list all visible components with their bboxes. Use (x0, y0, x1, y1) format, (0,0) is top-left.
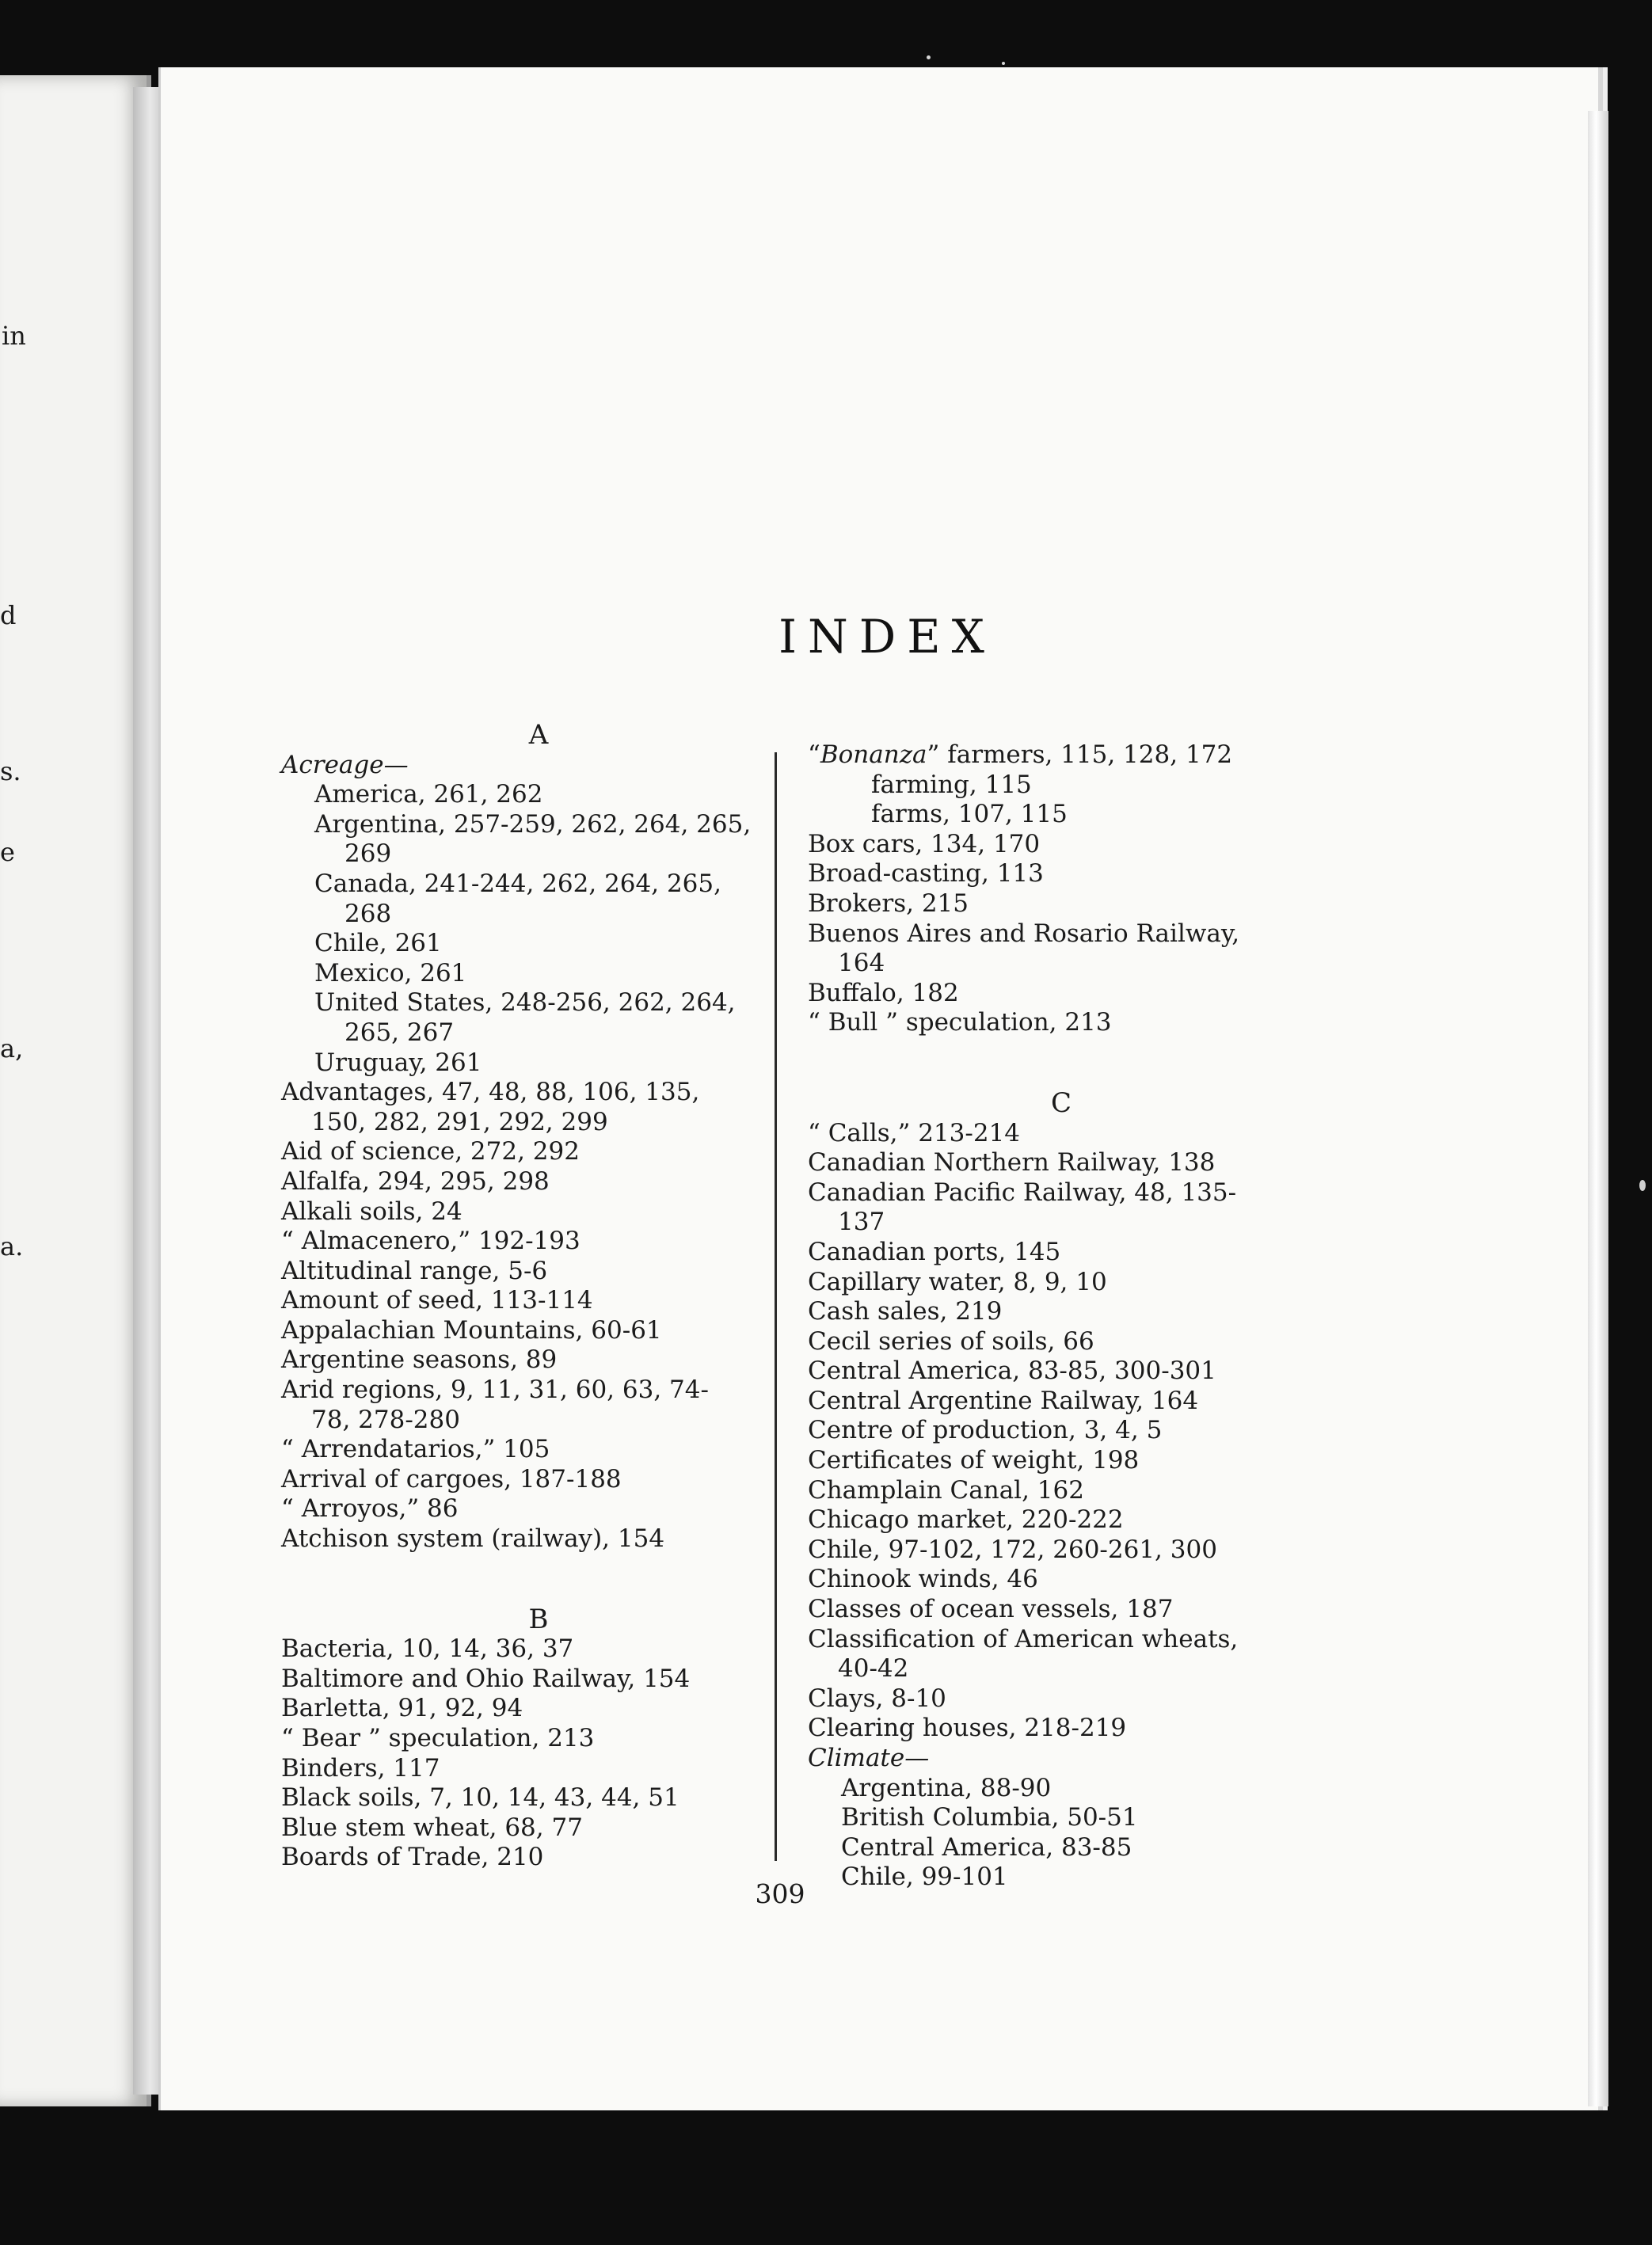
index-entry: Mexico, 261 (314, 958, 467, 987)
section-gap (808, 1038, 1315, 1089)
index-entry: “ Almacenero,” 192-193 (281, 1227, 580, 1256)
index-entry: Blue stem wheat, 68, 77 (281, 1813, 583, 1842)
index-entry: 40-42 (838, 1654, 909, 1684)
book-gutter (133, 87, 162, 2095)
index-entry: Chile, 97-102, 172, 260-261, 300 (808, 1535, 1217, 1564)
index-entry: Baltimore and Ohio Railway, 154 (281, 1664, 691, 1693)
index-column-right (808, 740, 1315, 1893)
index-entry: Box cars, 134, 170 (808, 829, 1041, 858)
previous-page-fragment: a. (0, 1231, 24, 1261)
index-entry: Central America, 83-85, 300-301 (808, 1357, 1216, 1386)
index-entry: 164 (838, 949, 885, 978)
index-entry: Alkali soils, 24 (281, 1197, 462, 1226)
index-entry: Certificates of weight, 198 (808, 1446, 1140, 1475)
index-entry: Advantages, 47, 48, 88, 106, 135, (281, 1078, 700, 1107)
section-letter-c: C (1050, 1086, 1072, 1119)
index-entry: Boards of Trade, 210 (281, 1843, 544, 1872)
index-entry: Argentine seasons, 89 (281, 1345, 558, 1375)
index-entry: British Columbia, 50-51 (841, 1803, 1138, 1832)
index-entry: Brokers, 215 (808, 888, 969, 918)
index-entry: Broad-casting, 113 (808, 859, 1044, 888)
index-entry: Acreage— (281, 750, 409, 779)
index-entry: farms, 107, 115 (871, 800, 1068, 829)
index-entry: Chinook winds, 46 (808, 1565, 1038, 1594)
index-entry: Central America, 83-85 (841, 1832, 1132, 1862)
index-entry: Clearing houses, 218-219 (808, 1714, 1127, 1743)
section-letter-b: B (528, 1603, 549, 1635)
section-c-entries (808, 1119, 1315, 1893)
index-entry: Alfalfa, 294, 295, 298 (281, 1166, 550, 1196)
page-title: INDEX (778, 610, 995, 664)
index-entry: “Bonanza” farmers, 115, 128, 172 (808, 740, 1233, 769)
section-b-entries (281, 1634, 796, 1873)
index-entry: Centre of production, 3, 4, 5 (808, 1416, 1163, 1445)
index-entry: Appalachian Mountains, 60-61 (281, 1315, 662, 1345)
index-entry: Chile, 99-101 (841, 1863, 1008, 1892)
index-entry: America, 261, 262 (314, 780, 543, 809)
index-entry: Atchison system (railway), 154 (281, 1524, 665, 1554)
index-entry: Chicago market, 220-222 (808, 1505, 1124, 1535)
index-entry: Canadian ports, 145 (808, 1237, 1061, 1266)
index-entry: Buenos Aires and Rosario Railway, (808, 919, 1240, 948)
index-entry: Chile, 261 (314, 929, 442, 958)
index-entry: “ Bull ” speculation, 213 (808, 1008, 1112, 1037)
index-entry: Clays, 8-10 (808, 1684, 946, 1713)
index-entry: farming, 115 (871, 770, 1032, 799)
index-entry: Binders, 117 (281, 1753, 440, 1783)
index-entry: Champlain Canal, 162 (808, 1475, 1084, 1505)
index-column-left (281, 721, 796, 1873)
index-entry: Argentina, 88-90 (841, 1773, 1052, 1802)
italic-term: Bonanza (820, 740, 927, 769)
index-entry: Cash sales, 219 (808, 1297, 1003, 1326)
index-entry: Arid regions, 9, 11, 31, 60, 63, 74- (281, 1376, 709, 1405)
index-entry: Climate— (808, 1744, 930, 1772)
index-entry: Canadian Pacific Railway, 48, 135- (808, 1178, 1237, 1207)
section-gap (281, 1554, 796, 1605)
section-letter-a: A (528, 719, 549, 751)
index-entry: 137 (838, 1208, 885, 1237)
index-entry: “ Calls,” 213-214 (808, 1118, 1021, 1147)
index-entry: Canadian Northern Railway, 138 (808, 1148, 1216, 1178)
index-entry: Amount of seed, 113-114 (281, 1286, 593, 1315)
index-entry: Classification of American wheats, (808, 1624, 1239, 1653)
page-edge (1588, 111, 1608, 2106)
previous-page-fragment: in (2, 321, 26, 351)
index-entry: “ Arrendatarios,” 105 (281, 1435, 550, 1464)
previous-page-fragment: s. (0, 756, 21, 786)
page-number: 309 (755, 1878, 805, 1909)
index-entry: United States, 248-256, 262, 264, (314, 988, 736, 1018)
index-entry: Barletta, 91, 92, 94 (281, 1694, 523, 1723)
index-entry: 265, 267 (344, 1018, 455, 1047)
index-entry: Altitudinal range, 5-6 (281, 1256, 548, 1285)
index-entry: “ Arroyos,” 86 (281, 1494, 459, 1524)
index-entry: Capillary water, 8, 9, 10 (808, 1267, 1107, 1296)
column-divider (775, 752, 777, 1861)
index-entry: Canada, 241-244, 262, 264, 265, (314, 869, 721, 898)
index-entry: “ Bear ” speculation, 213 (281, 1724, 595, 1752)
index-entry: Bacteria, 10, 14, 36, 37 (281, 1634, 574, 1664)
index-entry: 269 (344, 839, 392, 869)
previous-page-fragment: a, (0, 1033, 24, 1064)
section-a-entries (281, 751, 796, 1554)
index-entry: Black soils, 7, 10, 14, 43, 44, 51 (281, 1783, 679, 1813)
index-entry: Buffalo, 182 (808, 978, 959, 1007)
index-entry: 268 (344, 899, 392, 928)
index-entry: Uruguay, 261 (314, 1048, 482, 1077)
index-entry: Argentina, 257-259, 262, 264, 265, (314, 809, 752, 839)
dust-speck (1002, 62, 1005, 65)
dust-speck (1639, 1180, 1646, 1191)
index-entry: Classes of ocean vessels, 187 (808, 1595, 1174, 1624)
index-entry: Aid of science, 272, 292 (281, 1137, 580, 1166)
index-entry: Cecil series of soils, 66 (808, 1326, 1094, 1356)
index-entry: Central Argentine Railway, 164 (808, 1386, 1199, 1415)
dust-speck (927, 55, 931, 59)
previous-page-fragment: d (0, 600, 17, 630)
index-entry: 78, 278-280 (311, 1405, 460, 1434)
index-entry: Arrival of cargoes, 187-188 (281, 1464, 622, 1493)
index-entry: 150, 282, 291, 292, 299 (311, 1107, 608, 1136)
previous-page-fragment: e (0, 837, 15, 867)
section-b-continued-entries (808, 740, 1315, 1038)
previous-page (0, 75, 151, 2106)
